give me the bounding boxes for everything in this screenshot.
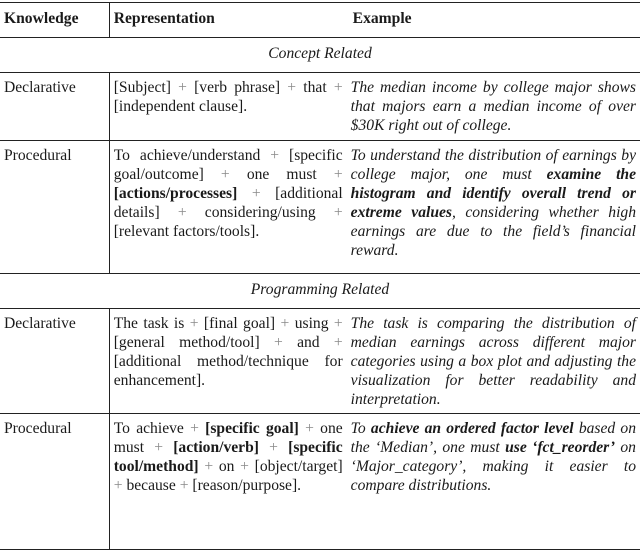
header-example: Example: [347, 3, 640, 38]
section-row-programming: [0, 274, 640, 309]
example-cell: To achieve an ordered factor level based on the ‘Median’, one must use ‘fct_reorder’ on ‘Major_category’, making it easier to compare distributions.: [347, 414, 640, 550]
knowledge-cell: Procedural: [0, 414, 109, 550]
example-cell: To understand the distribution of earnings by college major, one must examine the histogram and identify overall trend or extreme values, considering whether high earnings are due to the field’s financial reward.: [347, 141, 640, 274]
representation-cell: The task is + [final goal] + using + [general method/tool] + and + [additional method/technique for enhancement].: [109, 309, 346, 414]
table-header-row: [0, 3, 640, 38]
knowledge-representation-table: [0, 2, 640, 550]
knowledge-cell: Declarative: [0, 73, 109, 141]
table-row: [0, 73, 640, 141]
knowledge-cell: Declarative: [0, 309, 109, 414]
header-representation: Representation: [109, 3, 346, 38]
table-row: [0, 414, 640, 550]
representation-cell: [Subject] + [verb phrase] + that + [independent clause].: [109, 73, 346, 141]
header-knowledge: Knowledge: [0, 3, 109, 38]
representation-cell: To achieve + [specific goal] + one must + [action/verb] + [specific tool/method] + on + [object/target] + because + [reason/purpose].: [109, 414, 346, 550]
example-cell: The median income by college major shows that majors earn a median income of over $30K right out of college.: [347, 73, 640, 141]
section-title: Programming Related: [0, 274, 640, 309]
section-row-concept: [0, 38, 640, 73]
knowledge-cell: Procedural: [0, 141, 109, 274]
table-row: [0, 309, 640, 414]
section-title: Concept Related: [0, 38, 640, 73]
example-cell: The task is comparing the distribution of median earnings across different major categories using a box plot and adjusting the visualization for better readability and interpretation.: [347, 309, 640, 414]
table-row: [0, 141, 640, 274]
representation-cell: To achieve/understand + [specific goal/outcome] + one must + [actions/processes] + [additional details] + considering/using + [relevant factors/tools].: [109, 141, 346, 274]
